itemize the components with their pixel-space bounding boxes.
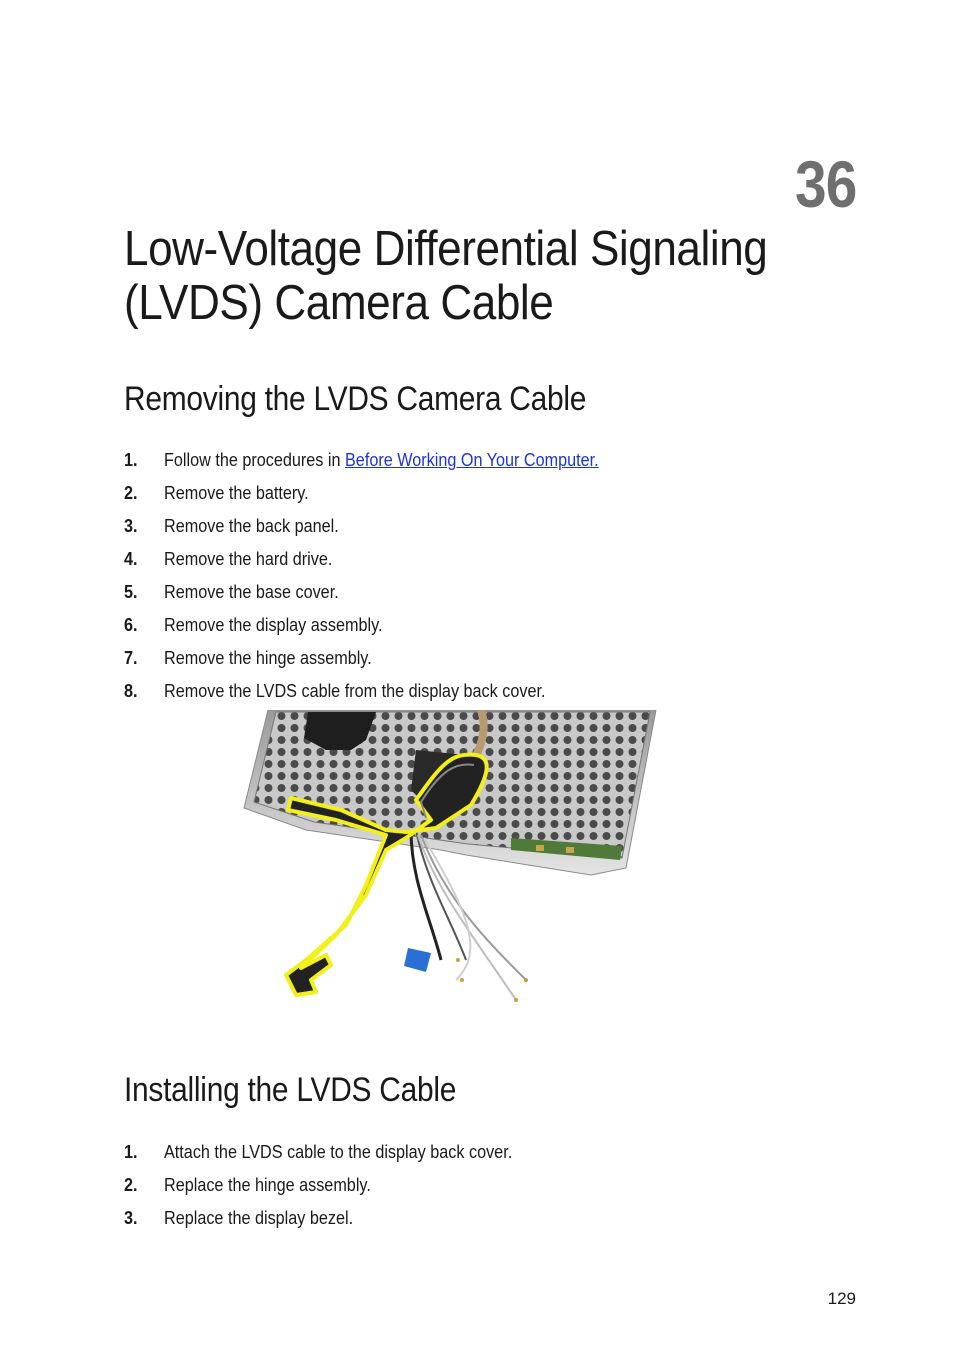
step-number: 2. — [124, 483, 138, 503]
list-item — [124, 581, 844, 614]
step-number: 3. — [124, 516, 138, 536]
step-number: 6. — [124, 615, 138, 635]
step-number: 1. — [124, 1142, 138, 1162]
step-text: Replace the hinge assembly. — [164, 1175, 371, 1195]
step-text: Remove the battery. — [164, 483, 309, 503]
list-item — [124, 647, 844, 680]
list-item — [124, 1207, 844, 1240]
step-text-prefix: Follow the procedures in — [164, 450, 345, 470]
step-text: Remove the LVDS cable from the display back cover. — [164, 681, 546, 701]
list-item — [124, 614, 844, 647]
list-item — [124, 482, 844, 515]
removing-section-heading: Removing the LVDS Camera Cable — [124, 380, 587, 418]
chapter-title-line-2: (LVDS) Camera Cable — [124, 276, 554, 330]
list-item — [124, 680, 844, 713]
installing-steps-list — [124, 1141, 844, 1240]
step-number: 3. — [124, 1208, 138, 1228]
step-text: Remove the hard drive. — [164, 549, 333, 569]
list-item — [124, 1141, 844, 1174]
step-text: Attach the LVDS cable to the display back cover. — [164, 1142, 513, 1162]
step-text: Remove the hinge assembly. — [164, 648, 372, 668]
step-number: 8. — [124, 681, 138, 701]
step-number: 4. — [124, 549, 138, 569]
step-number: 2. — [124, 1175, 138, 1195]
list-item — [124, 449, 844, 482]
step-text: Replace the display bezel. — [164, 1208, 354, 1228]
step-text: Remove the base cover. — [164, 582, 339, 602]
removing-steps-list — [124, 449, 844, 713]
step-number: 1. — [124, 450, 138, 470]
installing-section-heading: Installing the LVDS Cable — [124, 1071, 457, 1109]
chapter-title — [124, 222, 790, 330]
step-number: 5. — [124, 582, 138, 602]
chapter-number: 36 — [794, 147, 856, 221]
step-text — [164, 449, 599, 471]
list-item — [124, 1174, 844, 1207]
before-working-link[interactable]: Before Working On Your Computer. — [344, 450, 599, 470]
list-item — [124, 515, 844, 548]
chapter-title-line-1: Low-Voltage Differential Signaling — [124, 222, 768, 276]
step-text: Remove the back panel. — [164, 516, 339, 536]
page-number: 129 — [827, 1289, 856, 1308]
lvds-cable-photo — [236, 710, 658, 1008]
step-number: 7. — [124, 648, 138, 668]
list-item — [124, 548, 844, 581]
step-text: Remove the display assembly. — [164, 615, 383, 635]
